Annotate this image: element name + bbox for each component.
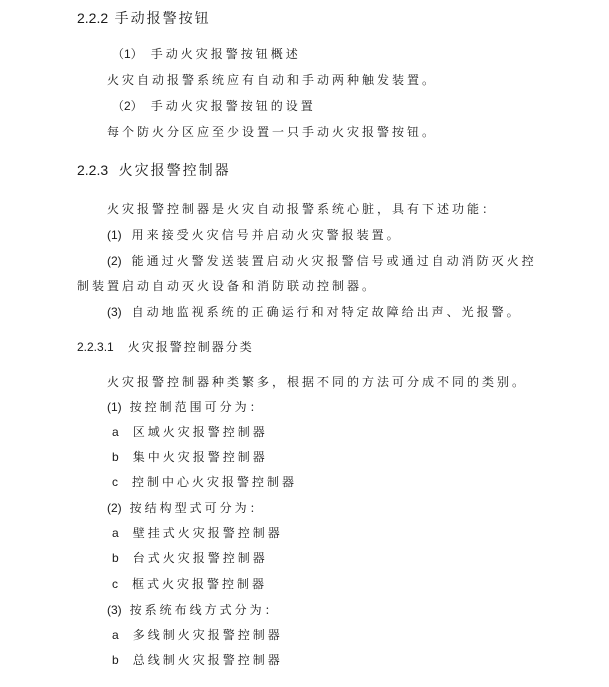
item-text: 用来接受火灾信号并启动火灾警报装置。 [131, 228, 402, 242]
list-text: 框式火灾报警控制器 [132, 577, 268, 591]
item-1-heading [112, 46, 301, 62]
list-marker: c [112, 577, 118, 591]
group-marker: (1) [107, 400, 122, 414]
list-text: 总线制火灾报警控制器 [132, 653, 283, 667]
list-item [112, 424, 268, 440]
item-2-heading [112, 98, 316, 114]
list-item [112, 474, 297, 490]
item-text: 自动地监视系统的正确运行和对特定故障给出声、光报警。 [131, 305, 522, 319]
list-item [112, 550, 268, 566]
group-marker: (3) [107, 603, 122, 617]
list-item [112, 627, 283, 643]
heading-title: 火灾报警控制器 [118, 163, 231, 179]
list-marker: b [112, 450, 119, 464]
heading-2-2-3-1 [77, 339, 254, 355]
item-title: 手动火灾报警按钮概述 [150, 47, 301, 61]
list-marker: a [112, 526, 119, 540]
list-text: 台式火灾报警控制器 [132, 551, 268, 565]
group-title: 按结构型式可分为： [129, 501, 265, 515]
list-item [112, 525, 283, 541]
list-text: 壁挂式火灾报警控制器 [132, 526, 283, 540]
heading-number: 2.2.3.1 [77, 340, 114, 354]
paragraph-intro: 火灾报警控制器种类繁多，根据不同的方法可分成不同的类别。 [107, 375, 528, 389]
item-marker: （1） [112, 47, 143, 61]
group-title: 按控制范围可分为： [129, 400, 265, 414]
item-marker: (1) [107, 228, 122, 242]
list-marker: c [112, 475, 118, 489]
list-marker: a [112, 425, 119, 439]
list-item [112, 652, 283, 668]
paragraph-intro: 火灾报警控制器是火灾自动报警系统心脏，具有下述功能： [107, 202, 498, 216]
list-text: 集中火灾报警控制器 [132, 450, 268, 464]
function-item-1 [107, 227, 402, 243]
group-heading-2 [107, 500, 265, 516]
item-title: 手动火灾报警按钮的设置 [150, 99, 316, 113]
group-heading-3 [107, 602, 280, 618]
list-item [112, 576, 267, 592]
item-marker: (2) [107, 254, 122, 268]
group-title: 按系统布线方式分为： [129, 603, 280, 617]
list-text: 多线制火灾报警控制器 [132, 628, 283, 642]
list-marker: b [112, 551, 119, 565]
function-item-3 [107, 304, 522, 320]
heading-title: 手动报警按钮 [114, 11, 211, 27]
list-marker: a [112, 628, 119, 642]
paragraph: 火灾自动报警系统应有自动和手动两种触发装置。 [107, 73, 438, 87]
heading-2-2-3 [77, 161, 231, 180]
function-item-2-continued: 制装置启动自动灭火设备和消防联动控制器。 [77, 279, 378, 293]
list-marker: b [112, 653, 119, 667]
group-heading-1 [107, 399, 265, 415]
item-marker: （2） [112, 99, 143, 113]
function-item-2 [107, 253, 537, 269]
heading-title: 火灾报警控制器分类 [127, 340, 254, 354]
list-text: 区域火灾报警控制器 [132, 425, 268, 439]
group-marker: (2) [107, 501, 122, 515]
heading-2-2-2 [77, 9, 211, 28]
item-text: 能通过火警发送装置启动火灾报警信号或通过自动消防灭火控 [131, 254, 537, 268]
list-item [112, 449, 268, 465]
heading-number: 2.2.2 [77, 10, 109, 26]
item-marker: (3) [107, 305, 122, 319]
list-text: 控制中心火灾报警控制器 [132, 475, 298, 489]
heading-number: 2.2.3 [77, 162, 109, 178]
paragraph: 每个防火分区应至少设置一只手动火灾报警按钮。 [107, 125, 438, 139]
